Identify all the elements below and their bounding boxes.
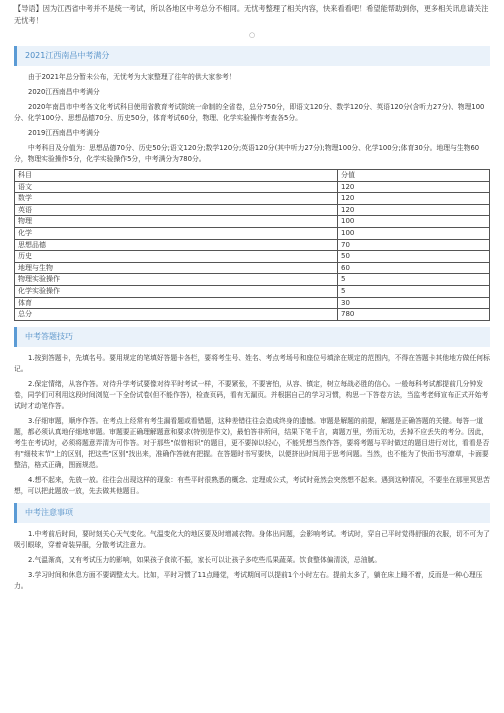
paragraph: 2019江西南昌中考满分 [28, 129, 100, 137]
paragraph: 2020江西南昌中考满分 [28, 88, 100, 96]
section-title-tips: 中考答题技巧 [14, 327, 490, 347]
table-row [15, 239, 490, 251]
paragraph: 2.气温渐高，又有考试压力的影响，如果孩子食欲不振，家长可以让孩子多吃些瓜果蔬菜。饮食整体偏清淡，忌油腻。 [28, 555, 382, 564]
header-score: 分值 [338, 170, 490, 182]
score-cell: 5 [338, 285, 490, 297]
subject-cell: 历史 [15, 251, 338, 263]
table-header-row [15, 170, 490, 182]
paragraph: 3.学习时间和休息方面不要调整太大。比如，平时习惯了11点睡觉，考试期间可以提前1个小时左右。提前太多了，躺在床上睡不着，反而是一种心理压力。 [14, 570, 483, 590]
table-row [15, 204, 490, 216]
score-cell: 30 [338, 297, 490, 309]
subject-cell: 物理实验操作 [15, 274, 338, 286]
table-row [15, 274, 490, 286]
table-row [15, 309, 490, 321]
header-subject: 科目 [15, 170, 338, 182]
score-cell: 120 [338, 204, 490, 216]
paragraph: 1.中考前后时间，要时刻关心天气变化。气温变化大的地区要及时增减衣物。身体出问题，会影响考试。考试时，穿自己平时觉得舒服的衣服，切不可为了吸引眼球，穿着奇装异服，分散考试注意力。 [14, 529, 490, 549]
table-row [15, 251, 490, 263]
section-title-notes: 中考注意事项 [14, 503, 490, 523]
table-row [15, 181, 490, 193]
paragraph: 4.想不起来，先放一放。往往会出现这样的现象：有些平时很熟悉的概念、定理或公式，考试时竟然会突然想不起来。遇到这种情况，不要坐在那里冥思苦想，可以把此题放一放，先去做其他题目。 [14, 475, 490, 495]
score-cell: 780 [338, 309, 490, 321]
subject-cell: 英语 [15, 204, 338, 216]
intro-guide: 【导语】因为江西省中考并不是统一考试，所以各地区中考总分不相同。无忧考整理了相关内容，快来看看吧！希望能帮助到你，更多相关讯息请关注无忧考！ [14, 4, 489, 25]
subject-cell: 语文 [15, 181, 338, 193]
subject-cell: 体育 [15, 297, 338, 309]
subject-cell: 数学 [15, 193, 338, 205]
score-table [14, 169, 490, 321]
separator-mark: ○ [248, 31, 256, 39]
subject-cell: 化学实验操作 [15, 285, 338, 297]
subject-cell: 总分 [15, 309, 338, 321]
score-cell: 60 [338, 262, 490, 274]
score-cell: 70 [338, 239, 490, 251]
subject-cell: 地理与生物 [15, 262, 338, 274]
table-row [15, 216, 490, 228]
score-cell: 100 [338, 216, 490, 228]
score-cell: 5 [338, 274, 490, 286]
score-cell: 120 [338, 193, 490, 205]
paragraph: 3.仔细审题，顺序作答。在考点上经常有考生漏看题或看错题，这种差错往往会造成终身的遗憾。审题是解题的前提，解题是正确答题的关键。每答一道题，都必须认真地仔细地审题。审题要正确理解题意和要求(特别是作文)，最怕答非所问，结果下笔千言，离题万里，劳而无功，丢掉不应丢失的考分。因此，考生在考试时，必须将题意弄清为可作答。对于那些"似曾相识"的题目，更不要掉以轻心，不能凭想当然作答，要将考题与平时做过的题目进行对比，看看是否有"细枝末节"上的区别，把这些"区别"找出来，准确作答就有把握。在答题时书写要快，以便挤出时间用于思考问题。当然，也不能为了快而书写潦草，卡面要整洁，格式正确，图面规范。 [14, 416, 490, 469]
paragraph: 由于2021年总分暂未公布，无忧考为大家整理了往年的供大家参考！ [28, 73, 236, 81]
score-cell: 50 [338, 251, 490, 263]
section-title-full-marks: 2021江西南昌中考满分 [14, 46, 490, 66]
score-cell: 120 [338, 181, 490, 193]
paragraph: 中考科目及分值为：思想品德70分、历史50分;语文120分;数学120分;英语120分(其中听力27分);物理100分、化学100分;体育30分。地理与生物60分，物理实验操作5分，化学实验操作5分，中考满分为780分。 [14, 144, 480, 163]
table-row [15, 193, 490, 205]
table-row [15, 285, 490, 297]
paragraph: 1.按到答题卡，先填名号。要用规定的笔填好答题卡各栏，要将考生号、姓名、考点考场号和座位号填涂在规定的范围内，不得在答题卡其他地方做任何标记。 [14, 353, 490, 373]
subject-cell: 物理 [15, 216, 338, 228]
paragraph: 2020年南昌市中考各文化考试科目使用省教育考试院统一命制的全省卷，总分750分，即语文120分、数学120分、英语120分(含听力27分)、物理100分、化学100分、思想品德70分、历史50分，体育考试60分，物理、化学实验操作考查各5分。 [14, 103, 485, 122]
paragraph: 2.保定情绪，从容作答。对待升学考试要像对待平时考试一样，不要紧张，不要害怕，从容、镇定，树立每战必胜的信心。一般每科考试都提前几分钟发卷，同学们可利用这段时间浏览一下全份试卷(但不能作答)，检查页码，看有无漏页。并根据自己的学习习惯，构思一下答卷方法，当监考老师宣布正式开始考试时才动笔作答。 [14, 379, 489, 410]
score-cell: 100 [338, 227, 490, 239]
subject-cell: 思想品德 [15, 239, 338, 251]
table-row [15, 227, 490, 239]
table-row [15, 297, 490, 309]
subject-cell: 化学 [15, 227, 338, 239]
table-row [15, 262, 490, 274]
